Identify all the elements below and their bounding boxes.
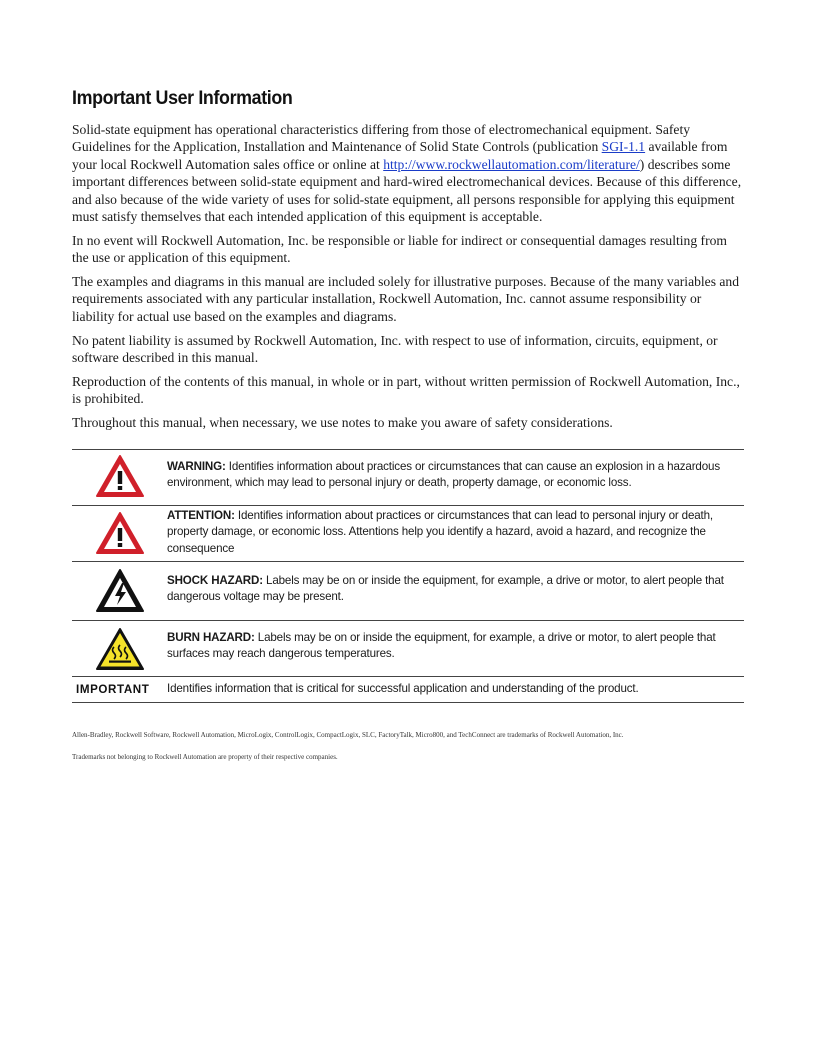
burn-text (167, 621, 744, 663)
paragraph-text: ) describes some important differences between solid-state equipment and hard-wired electromechanical devices. Because of this difference, and also because of the wide variety of uses for solid-state equipment, all persons responsible for applying this equipment must satisfy themselves that each intended application of this equipment is acceptable. (72, 156, 742, 225)
important-notice-row (72, 677, 744, 703)
attention-triangle-icon (95, 511, 145, 555)
warning-icon-cell (72, 450, 167, 498)
page-title: Important User Information (72, 88, 293, 109)
burn-label: BURN HAZARD: (167, 631, 255, 644)
paragraph-reproduction: Reproduction of the contents of this manual, in whole or in part, without written permission of Rockwell Automation, Inc., is prohibited. (72, 373, 740, 407)
paragraph-patent: No patent liability is assumed by Rockwell Automation, Inc. with respect to use of information, circuits, equipment, or software described in this manual. (72, 332, 718, 366)
shock-hazard-icon (95, 568, 145, 614)
shock-description: Labels may be on or inside the equipment, for example, a drive or motor, to alert people that dangerous voltage may be present. (167, 574, 724, 604)
warning-triangle-icon (95, 454, 145, 498)
burn-hazard-icon (95, 627, 145, 671)
trademark-footnote: Allen-Bradley, Rockwell Software, Rockwell Automation, MicroLogix, ControlLogix, CompactLogix, SLC, FactoryTalk, Micro800, and TechConnect are trademarks of Rockwell Automation, Inc. (72, 731, 624, 739)
literature-url-link[interactable]: http://www.rockwellautomation.com/literature/ (383, 156, 640, 172)
warning-description: Identifies information about practices or circumstances that can cause an explosion in a hazardous environment, which may lead to personal injury or death, property damage, or economic loss. (167, 460, 720, 490)
attention-text (167, 506, 744, 557)
body-text (72, 121, 744, 438)
third-party-trademark-footnote: Trademarks not belonging to Rockwell Automation are property of their respective companies. (72, 753, 338, 761)
shock-hazard-notice-row (72, 562, 744, 621)
warning-notice-row (72, 450, 744, 506)
attention-icon-cell (72, 506, 167, 555)
burn-description: Labels may be on or inside the equipment, for example, a drive or motor, to alert people that surfaces may reach dangerous temperatures. (167, 631, 716, 661)
paragraph-liability: In no event will Rockwell Automation, Inc. be responsible or liable for indirect or consequential damages resulting from the use or application of this equipment. (72, 232, 727, 266)
burn-icon-cell (72, 621, 167, 671)
burn-hazard-notice-row (72, 621, 744, 677)
attention-label: ATTENTION: (167, 509, 235, 522)
paragraph-notes-intro: Throughout this manual, when necessary, we use notes to make you aware of safety considerations. (72, 415, 613, 431)
shock-text (167, 562, 744, 606)
paragraph-examples: The examples and diagrams in this manual are included solely for illustrative purposes. Because of the many variables and requirements associated with any particular installation, Rockwell Automation, Inc. cannot assume responsibility or liability for actual use based on the examples and diagrams. (72, 274, 740, 324)
attention-description: Identifies information about practices or circumstances that can lead to personal injury or death, property damage, or economic loss. Attentions help you identify a hazard, avoid a hazard, and recognize the consequence (167, 509, 713, 555)
attention-notice-row (72, 506, 744, 562)
warning-label: WARNING: (167, 460, 226, 473)
safety-notice-table (72, 449, 744, 703)
paragraph-text: available from your local Rockwell Automation sales office or online at (72, 139, 728, 172)
important-label: IMPORTANT (76, 683, 150, 696)
paragraph-text: Solid-state equipment has operational characteristics differing from those of electromechanical equipment. Safety Guidelines for the Application, Installation and Maintenance of Solid State Controls (publication (72, 122, 691, 155)
important-description: Identifies information that is critical for successful application and understanding of the product. (167, 682, 639, 696)
warning-text (167, 450, 744, 492)
shock-icon-cell (72, 562, 167, 614)
footnotes (72, 731, 744, 775)
sgi-publication-link[interactable]: SGI-1.1 (601, 139, 646, 155)
shock-label: SHOCK HAZARD: (167, 574, 263, 587)
paragraph-safety-guidelines (72, 121, 744, 225)
